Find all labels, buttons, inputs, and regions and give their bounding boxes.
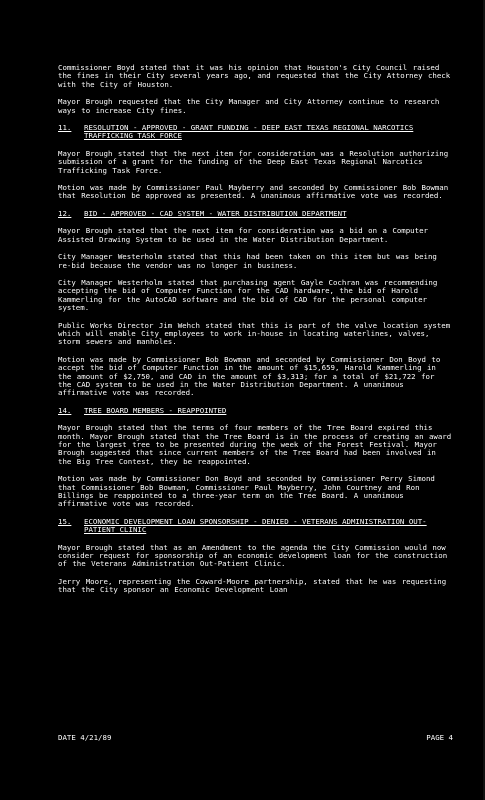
section-heading-14: [58, 407, 453, 415]
paragraph: Jerry Moore, representing the Coward-Moore partnership, stated that he was requesting that the City sponsor an Economic Development Loan: [58, 576, 447, 595]
paragraph: City Manager Westerholm stated that purchasing agent Gayle Cochran was recommending accepting the bid of Computer Function for the CAD hardware, the bid of Harold Kammerling for the AutoCAD software and the bid of CAD for the personal computer system.: [58, 277, 438, 313]
paragraph: Mayor Brough requested that the City Manager and City Attorney continue to research ways to increase City fines.: [58, 97, 440, 115]
paragraph: Commissioner Boyd stated that it was his opinion that Houston's City Council raised the fines in their City several years ago, and requested that the City Attorney check with the City of Houston.: [58, 63, 451, 89]
paragraph: City Manager Westerholm stated that this had been taken on this item but was being re-bid because the vendor was no longer in business.: [58, 252, 437, 270]
section-number: 12.: [58, 208, 72, 218]
paragraph: Public Works Director Jim Wehch stated that this is part of the valve location system which will enable City employees to work in-house in locating waterlines, valves, storm sewers and manholes.: [58, 320, 451, 347]
section-title: TREE BOARD MEMBERS - REAPPOINTED: [84, 405, 227, 415]
paragraph: Mayor Brough stated that as an Amendment to the agenda the City Commission would now consider request for sponsorship of an economic development loan for the construction of the Veterans Administration Out-Patient Clinic.: [58, 542, 448, 569]
paragraph: Motion was made by Commissioner Paul Mayberry and seconded by Commissioner Bob Bowman that Resolution be approved as presented. A unanimous affirmative vote was recorded.: [58, 183, 449, 201]
section-heading-12: [58, 210, 453, 218]
section-title: BID - APPROVED - CAD SYSTEM - WATER DISTRIBUTION DEPARTMENT: [84, 208, 347, 218]
paragraph: Motion was made by Commissioner Bob Bowman and seconded by Commissioner Don Boyd to accept the bid of Computer Function in the amount of $15,659, Harold Kammerling in the amount of $2,750, and CAD in the amount of $3,313; for a total of $21,722 for the CAD system to be used in the Water Distribution Department. A unanimous affirmative vote was recorded.: [58, 354, 441, 398]
footer-page-number: PAGE 4: [426, 733, 453, 742]
section-number: 11.: [58, 123, 72, 133]
section-number: 15.: [58, 516, 72, 526]
footer-date: DATE 4/21/89: [58, 733, 112, 742]
section-number: 14.: [58, 405, 72, 415]
section-heading-11: [58, 124, 453, 141]
paragraph: Motion was made by Commissioner Don Boyd and seconded by Commissioner Perry Simond that Commissioner Bob Bowman, Commissioner Paul Mayberry, John Courtney and Ron Billings be reappointed to a three-year term on the Tree Board. A unanimous affirmative vote was recorded.: [58, 474, 435, 509]
section-title: RESOLUTION - APPROVED - GRANT FUNDING - DEEP EAST TEXAS REGIONAL NARCOTICS TRAFFICKING TASK FORCE: [84, 123, 414, 141]
section-heading-15: [58, 518, 453, 535]
page-footer: [58, 734, 453, 742]
section-title: ECONOMIC DEVELOPMENT LOAN SPONSORSHIP - DENIED - VETERANS ADMINISTRATION OUT-PATIENT CLINIC: [84, 516, 427, 535]
paragraph: Mayor Brough stated that the next item for consideration was a bid on a Computer Assisted Drawing System to be used in the Water Distribution Department.: [58, 226, 428, 244]
paragraph: Mayor Brough stated that the next item for consideration was a Resolution authorizing submission of a grant for the funding of the Deep East Texas Regional Narcotics Trafficking Task Force.: [58, 148, 449, 175]
minutes-body: [58, 64, 453, 604]
paragraph: Mayor Brough stated that the terms of four members of the Tree Board expired this month. Mayor Brough stated that the Tree Board is in the process of creating an award for the largest tree to be presented during the week of the Forest Festival. Mayor Brough suggested that since current members of the Tree Board had been involved in the Big Tree Contest, they be reappointed.: [58, 423, 452, 466]
